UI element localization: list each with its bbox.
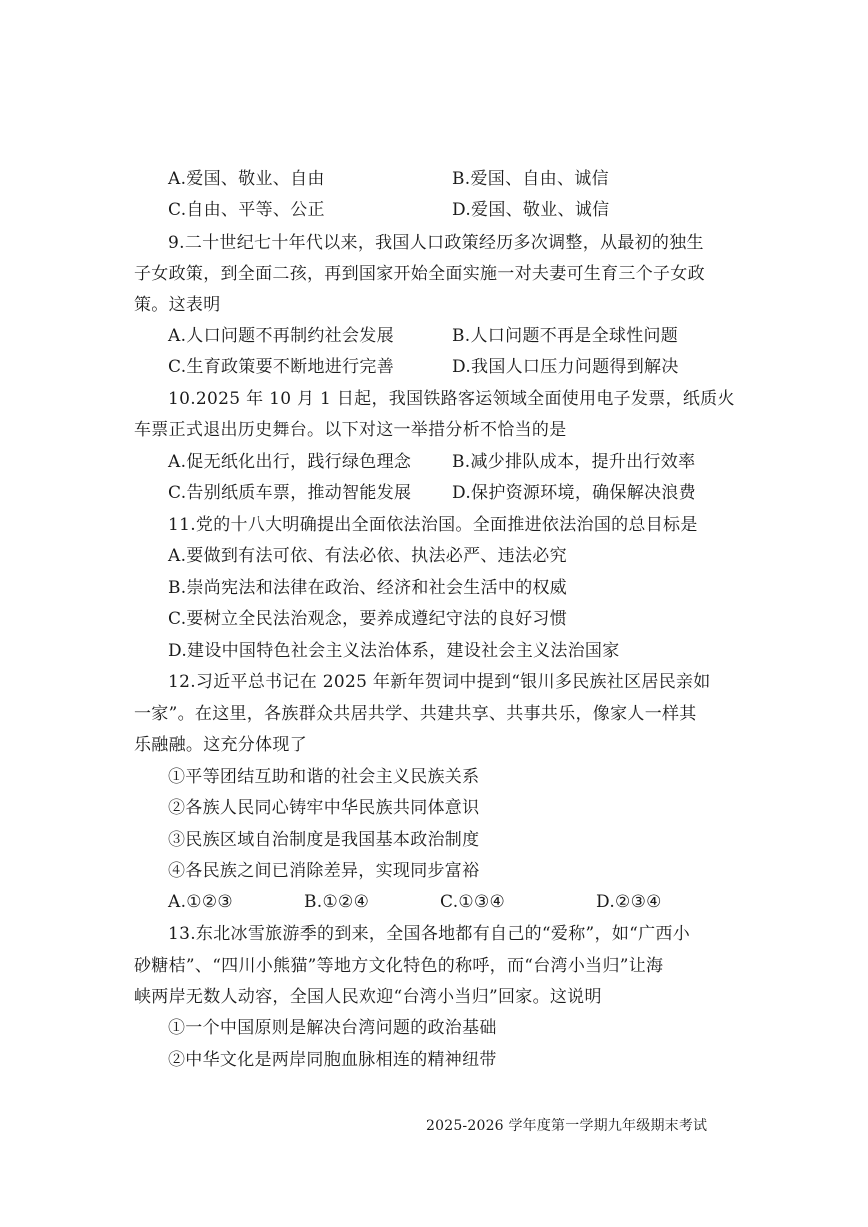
q12-option-c: C.①③④ — [440, 892, 506, 912]
q11-option-d: D.建设中国特色社会主义法治体系，建设社会主义法治国家 — [168, 641, 620, 661]
q12-stem-line2: 一家”。在这里，各族群众共居共学、共建共享、共事共乐，像家人一样其 — [134, 704, 697, 724]
q13-item-1: ①一个中国原则是解决台湾问题的政治基础 — [168, 1018, 497, 1038]
q10-stem-line1: 10.2025 年 10 月 1 日起，我国铁路客运领域全面使用电子发票，纸质火 — [168, 389, 735, 409]
option-a-prev: A.爱国、敬业、自由 — [168, 169, 325, 189]
q9-option-b: B.人口问题不再是全球性问题 — [452, 326, 679, 346]
q10-option-c: C.告别纸质车票，推动智能发展 — [168, 483, 412, 503]
q10-option-a: A.促无纸化出行，践行绿色理念 — [168, 452, 412, 472]
q10-option-d: D.保护资源环境，确保解决浪费 — [452, 483, 696, 503]
q11-option-c: C.要树立全民法治观念，要养成遵纪守法的良好习惯 — [168, 609, 568, 629]
q9-stem-line1: 9.二十世纪七十年代以来，我国人口政策经历多次调整，从最初的独生 — [168, 233, 704, 253]
q13-stem-line3: 峡两岸无数人动容，全国人民欢迎“台湾小当归”回家。这说明 — [134, 987, 602, 1007]
page-footer: 2025-2026 学年度第一学期九年级期末考试 — [426, 1118, 708, 1134]
q13-stem-line2: 砂糖桔”、“四川小熊猫”等地方文化特色的称呼，而“台湾小当归”让海 — [134, 956, 664, 976]
option-b-prev: B.爱国、自由、诚信 — [452, 169, 609, 189]
q12-option-d: D.②③④ — [596, 892, 662, 912]
q9-option-d: D.我国人口压力问题得到解决 — [452, 357, 679, 377]
q9-option-c: C.生育政策要不断地进行完善 — [168, 357, 395, 377]
q13-item-2: ②中华文化是两岸同胞血脉相连的精神纽带 — [168, 1050, 497, 1070]
q12-item-3: ③民族区域自治制度是我国基本政治制度 — [168, 830, 480, 850]
q9-stem-line2: 子女政策，到全面二孩，再到国家开始全面实施一对夫妻可生育三个子女政 — [134, 264, 705, 284]
q13-stem-line1: 13.东北冰雪旅游季的到来，全国各地都有自己的“爱称”，如“广西小 — [168, 924, 691, 944]
q10-option-b: B.减少排队成本，提升出行效率 — [452, 452, 696, 472]
q9-option-a: A.人口问题不再制约社会发展 — [168, 326, 394, 346]
q11-stem-line1: 11.党的十八大明确提出全面依法治国。全面推进依法治国的总目标是 — [168, 515, 698, 535]
q12-item-4: ④各民族之间已消除差异，实现同步富裕 — [168, 861, 480, 881]
q12-stem-line1: 12.习近平总书记在 2025 年新年贺词中提到“银川多民族社区居民亲如 — [168, 672, 711, 692]
option-d-prev: D.爱国、敬业、诚信 — [452, 200, 610, 220]
q9-stem-line3: 策。这表明 — [134, 295, 221, 315]
option-c-prev: C.自由、平等、公正 — [168, 200, 325, 220]
q12-option-a: A.①②③ — [168, 892, 233, 912]
q12-item-1: ①平等团结互助和谐的社会主义民族关系 — [168, 767, 480, 787]
q12-option-b: B.①②④ — [304, 892, 370, 912]
q11-option-b: B.崇尚宪法和法律在政治、经济和社会生活中的权威 — [168, 578, 568, 598]
q12-item-2: ②各族人民同心铸牢中华民族共同体意识 — [168, 798, 480, 818]
q10-stem-line2: 车票正式退出历史舞台。以下对这一举措分析不恰当的是 — [134, 420, 567, 440]
q12-stem-line3: 乐融融。这充分体现了 — [134, 735, 307, 755]
q11-option-a: A.要做到有法可依、有法必依、执法必严、违法必究 — [168, 546, 567, 566]
